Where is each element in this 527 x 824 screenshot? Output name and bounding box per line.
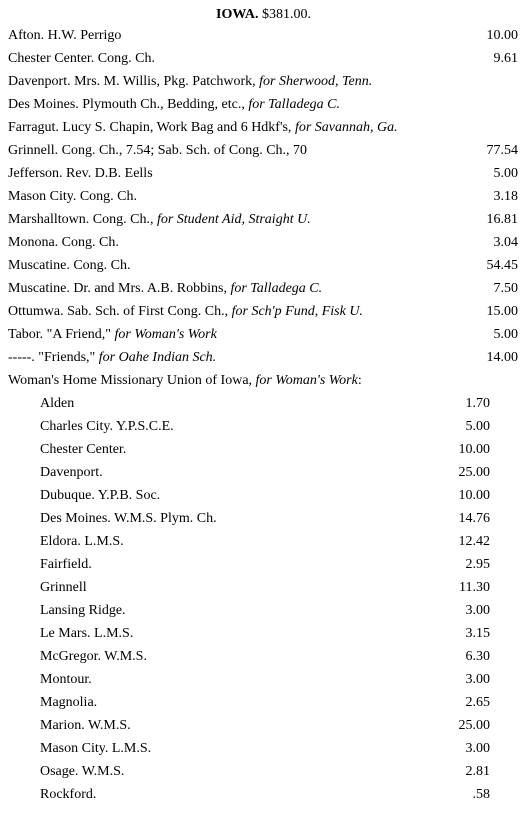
contribution-text — [8, 372, 468, 389]
union-entry-name: Fairfield. — [40, 557, 92, 572]
designation-text: for Sch'p Fund, Fisk U. — [231, 304, 363, 319]
state-heading: IOWA. — [216, 7, 259, 22]
union-entry — [40, 602, 490, 619]
donor-text: Chester Center. Cong. Ch. — [8, 51, 155, 66]
contribution-text — [8, 303, 468, 320]
contribution-text — [8, 96, 468, 113]
union-entry-name: Osage. W.M.S. — [40, 764, 125, 779]
contribution-amount: 7.50 — [493, 281, 518, 296]
union-entry-amount: 6.30 — [465, 649, 490, 664]
contribution-entry — [8, 142, 518, 159]
contribution-entry — [8, 119, 518, 136]
contribution-amount: 16.81 — [486, 212, 518, 227]
union-entry-name: Grinnell — [40, 580, 87, 595]
contribution-entry — [8, 280, 518, 297]
contribution-amount: 3.18 — [493, 189, 518, 204]
designation-text: for Oahe Indian Sch. — [98, 350, 217, 365]
donor-text: Ottumwa. Sab. Sch. of First Cong. Ch., — [8, 304, 232, 319]
union-entry-name: Charles City. Y.P.S.C.E. — [40, 419, 174, 434]
donor-text: Muscatine. Dr. and Mrs. A.B. Robbins, — [8, 281, 231, 296]
contribution-entry — [8, 165, 518, 182]
contribution-entry — [8, 188, 518, 205]
union-entry-amount: 11.30 — [459, 580, 490, 595]
union-entry — [40, 717, 490, 734]
designation-text: for Sherwood, Tenn. — [259, 74, 373, 89]
union-entry — [40, 740, 490, 757]
designation-text: for Talladega C. — [230, 281, 323, 296]
union-entry-amount: 25.00 — [458, 465, 490, 480]
union-entry-amount: 25.00 — [458, 718, 490, 733]
union-entry — [40, 487, 490, 504]
contribution-text — [8, 280, 468, 297]
union-entry-name: Alden — [40, 396, 75, 411]
union-entry-name: Magnolia. — [40, 695, 98, 710]
contribution-entry — [8, 372, 518, 389]
donor-text: Woman's Home Missionary Union of Iowa, — [8, 373, 256, 388]
designation-text: for Talladega C. — [248, 97, 340, 112]
contribution-entry — [8, 27, 518, 44]
union-entry — [40, 786, 490, 803]
contribution-text — [8, 165, 468, 182]
union-entry — [40, 625, 490, 642]
union-entry-name: Davenport. — [40, 465, 103, 480]
donor-text: Davenport. Mrs. M. Willis, Pkg. Patchwork, — [8, 74, 260, 89]
designation-text: for Woman's Work — [114, 327, 217, 342]
union-entry — [40, 671, 490, 688]
designation-text: for Student Aid, Straight U. — [156, 212, 311, 227]
state-total: $381.00. — [261, 7, 311, 22]
contribution-entry — [8, 303, 518, 320]
union-entry — [40, 510, 490, 527]
contribution-amount: 3.04 — [493, 235, 518, 250]
donor-text: Monona. Cong. Ch. — [8, 235, 119, 250]
contribution-text — [8, 27, 468, 44]
union-entry — [40, 464, 490, 481]
contribution-text — [8, 326, 468, 343]
contribution-text — [8, 349, 468, 366]
donor-text: Farragut. Lucy S. Chapin, Work Bag and 6 Hdkf's, — [8, 120, 295, 135]
union-entry — [40, 441, 490, 458]
union-entry-name: Rockford. — [40, 787, 97, 802]
donor-text: Des Moines. Plymouth Ch., Bedding, etc., — [8, 97, 249, 112]
union-entry — [40, 648, 490, 665]
contribution-entry — [8, 326, 518, 343]
designation-text: for Woman's Work — [255, 373, 358, 388]
union-entry-name: Eldora. L.M.S. — [40, 534, 124, 549]
contribution-list — [8, 27, 518, 395]
union-entry-amount: 3.00 — [465, 603, 490, 618]
contribution-text — [8, 142, 468, 159]
donor-text: Jefferson. Rev. D.B. Eells — [8, 166, 153, 181]
donor-text: -----. "Friends," — [8, 350, 99, 365]
union-entry-amount: 10.00 — [458, 488, 490, 503]
union-entry-amount: 1.70 — [465, 396, 490, 411]
contribution-amount: 77.54 — [486, 143, 518, 158]
union-entry-amount: 3.15 — [465, 626, 490, 641]
union-contribution-list — [40, 395, 490, 809]
union-entry-amount: 2.95 — [465, 557, 490, 572]
donor-text: Mason City. Cong. Ch. — [8, 189, 137, 204]
donor-text: Afton. H.W. Perrigo — [8, 28, 122, 43]
union-entry-name: Marion. W.M.S. — [40, 718, 131, 733]
union-entry — [40, 694, 490, 711]
contribution-amount: 54.45 — [486, 258, 518, 273]
union-entry-name: McGregor. W.M.S. — [40, 649, 147, 664]
contribution-text — [8, 119, 450, 136]
contribution-entry — [8, 211, 518, 228]
union-entry-amount: 10.00 — [458, 442, 490, 457]
donor-text: Tabor. "A Friend," — [8, 327, 115, 342]
designation-text: for Savannah, Ga. — [294, 120, 398, 135]
union-entry — [40, 579, 490, 596]
union-entry — [40, 418, 490, 435]
contribution-text — [8, 211, 468, 228]
donor-text: Marshalltown. Cong. Ch., — [8, 212, 157, 227]
union-entry-amount: 2.81 — [465, 764, 490, 779]
union-entry-name: Dubuque. Y.P.B. Soc. — [40, 488, 161, 503]
donor-text: Grinnell. Cong. Ch., 7.54; Sab. Sch. of Cong. Ch., 70 — [8, 143, 308, 158]
contribution-text — [8, 50, 468, 67]
contribution-entry — [8, 96, 518, 113]
contribution-text — [8, 73, 468, 90]
union-entry-amount: 14.76 — [458, 511, 490, 526]
union-entry-amount: 5.00 — [465, 419, 490, 434]
contribution-entry — [8, 257, 518, 274]
contribution-entry — [8, 349, 518, 366]
union-entry-amount: 3.00 — [465, 741, 490, 756]
union-entry-amount: 2.65 — [465, 695, 490, 710]
union-entry-name: Montour. — [40, 672, 92, 687]
contribution-amount: 5.00 — [493, 166, 518, 181]
contribution-amount: 10.00 — [486, 28, 518, 43]
union-entry — [40, 763, 490, 780]
union-entry-name: Lansing Ridge. — [40, 603, 126, 618]
union-entry-name: Le Mars. L.M.S. — [40, 626, 134, 641]
contribution-text — [8, 257, 468, 274]
contribution-amount: 15.00 — [486, 304, 518, 319]
union-entry — [40, 533, 490, 550]
union-entry — [40, 395, 490, 412]
union-entry-amount: .58 — [472, 787, 490, 802]
contribution-text — [8, 234, 468, 251]
contribution-amount: 9.61 — [493, 51, 518, 66]
contribution-entry — [8, 50, 518, 67]
union-entry-amount: 12.42 — [458, 534, 490, 549]
contribution-amount: 14.00 — [486, 350, 518, 365]
union-entry-amount: 3.00 — [465, 672, 490, 687]
union-entry-name: Chester Center. — [40, 442, 127, 457]
union-entry-name: Des Moines. W.M.S. Plym. Ch. — [40, 511, 217, 526]
contribution-entry — [8, 73, 518, 90]
donor-text: : — [357, 373, 362, 388]
union-entry-name: Mason City. L.M.S. — [40, 741, 152, 756]
union-entry — [40, 556, 490, 573]
donor-text: Muscatine. Cong. Ch. — [8, 258, 131, 273]
contribution-amount: 5.00 — [493, 327, 518, 342]
contribution-entry — [8, 234, 518, 251]
contribution-text — [8, 188, 468, 205]
page-title — [0, 6, 527, 23]
